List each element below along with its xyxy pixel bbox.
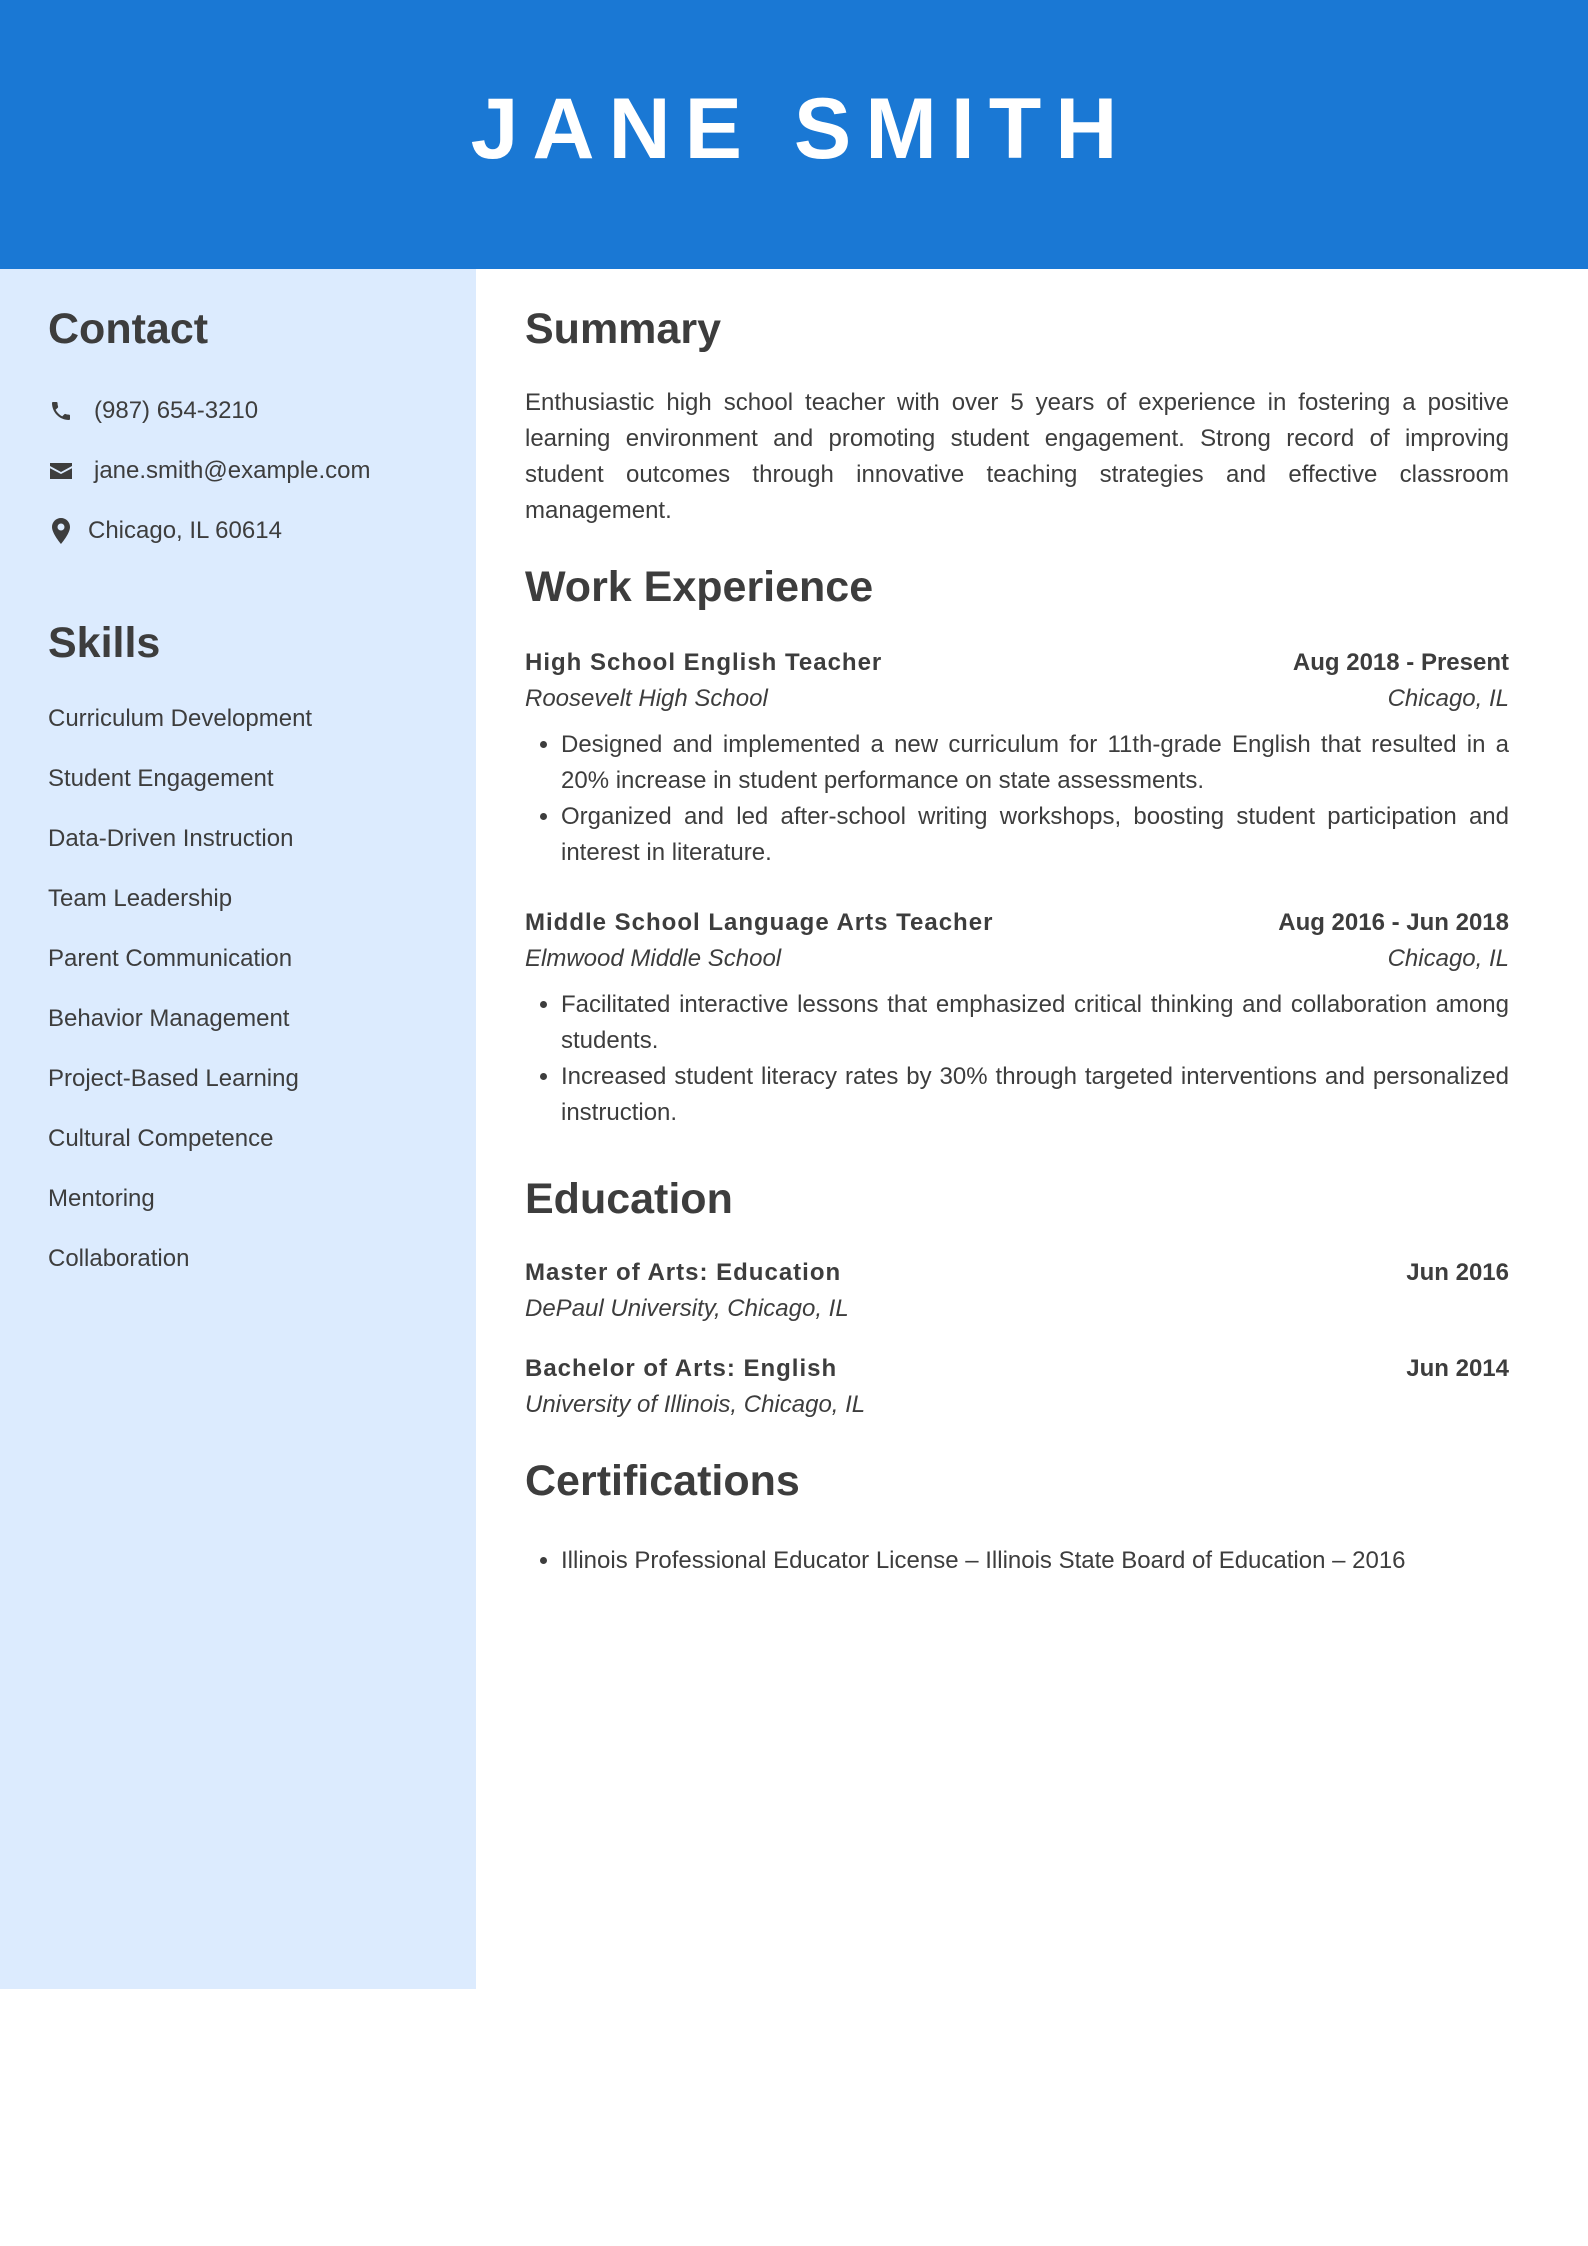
education-school-row [525, 1295, 1509, 1323]
education-school-row [525, 1391, 1509, 1419]
sidebar [0, 269, 476, 1989]
skill-item: Cultural Competence [48, 1125, 274, 1152]
list-item: • Designed and implemented a new curriculum for 11th-grade English that resulted in a 20% increase in student performance on state assessments. [561, 727, 1509, 799]
education-header [525, 1355, 1509, 1383]
education-header [525, 1259, 1509, 1287]
job-employer: Roosevelt High School [525, 685, 768, 712]
job-bullets [525, 987, 1509, 1131]
list-item: • Organized and led after-school writing workshops, boosting student participation and interest in literature. [561, 799, 1509, 871]
degree: Bachelor of Arts: English [525, 1355, 838, 1382]
job-employer: Elmwood Middle School [525, 945, 782, 972]
contact-email [48, 457, 370, 485]
phone-icon [48, 398, 74, 424]
skill-item: Parent Communication [48, 945, 293, 972]
summary-heading: Summary [525, 305, 721, 353]
job-subheader [525, 685, 1509, 713]
contact-location [48, 517, 282, 545]
skill-item: Project-Based Learning [48, 1065, 299, 1092]
job-location: Chicago, IL [1387, 945, 1509, 972]
candidate-name: JANE SMITH [470, 81, 1132, 177]
education-heading: Education [525, 1175, 733, 1223]
envelope-icon [48, 458, 74, 484]
job-header [525, 649, 1509, 677]
list-item: • Illinois Professional Educator License – Illinois State Board of Education – 2016 [561, 1543, 1509, 1579]
skill-item: Mentoring [48, 1185, 155, 1212]
degree-date: Jun 2016 [1406, 1259, 1509, 1286]
list-item: • Facilitated interactive lessons that emphasized critical thinking and collaboration among students. [561, 987, 1509, 1059]
location-text: Chicago, IL 60614 [88, 517, 282, 544]
contact-phone [48, 397, 258, 425]
map-pin-icon [48, 518, 74, 544]
school: DePaul University, Chicago, IL [525, 1295, 849, 1322]
skills-heading: Skills [48, 619, 161, 667]
contact-heading: Contact [48, 305, 209, 353]
job-header [525, 909, 1509, 937]
job-dates: Aug 2016 - Jun 2018 [1278, 909, 1509, 936]
list-item: • Increased student literacy rates by 30% through targeted interventions and personalized instruction. [561, 1059, 1509, 1131]
certifications-heading: Certifications [525, 1457, 800, 1505]
resume-header [0, 0, 1588, 269]
job-location: Chicago, IL [1387, 685, 1509, 712]
degree-date: Jun 2014 [1406, 1355, 1509, 1382]
experience-heading: Work Experience [525, 563, 874, 611]
job-title: Middle School Language Arts Teacher [525, 909, 994, 936]
skill-item: Team Leadership [48, 885, 233, 912]
job-dates: Aug 2018 - Present [1292, 649, 1509, 676]
summary-text: Enthusiastic high school teacher with over 5 years of experience in fostering a positive learning environment and promoting student engagement. Strong record of improving student outcomes through innovative teaching strategies and effective classroom management. [525, 389, 1509, 524]
job-bullets [525, 727, 1509, 871]
certifications-list [525, 1543, 1509, 1579]
email-text: jane.smith@example.com [94, 457, 371, 484]
skill-item: Student Engagement [48, 765, 274, 792]
degree: Master of Arts: Education [525, 1259, 842, 1286]
school: University of Illinois, Chicago, IL [525, 1391, 866, 1418]
skill-item: Curriculum Development [48, 705, 313, 732]
skill-item: Behavior Management [48, 1005, 290, 1032]
job-title: High School English Teacher [525, 649, 883, 676]
phone-text: (987) 654-3210 [94, 397, 259, 424]
skill-item: Data-Driven Instruction [48, 825, 294, 852]
job-subheader [525, 945, 1509, 973]
skill-item: Collaboration [48, 1245, 190, 1272]
